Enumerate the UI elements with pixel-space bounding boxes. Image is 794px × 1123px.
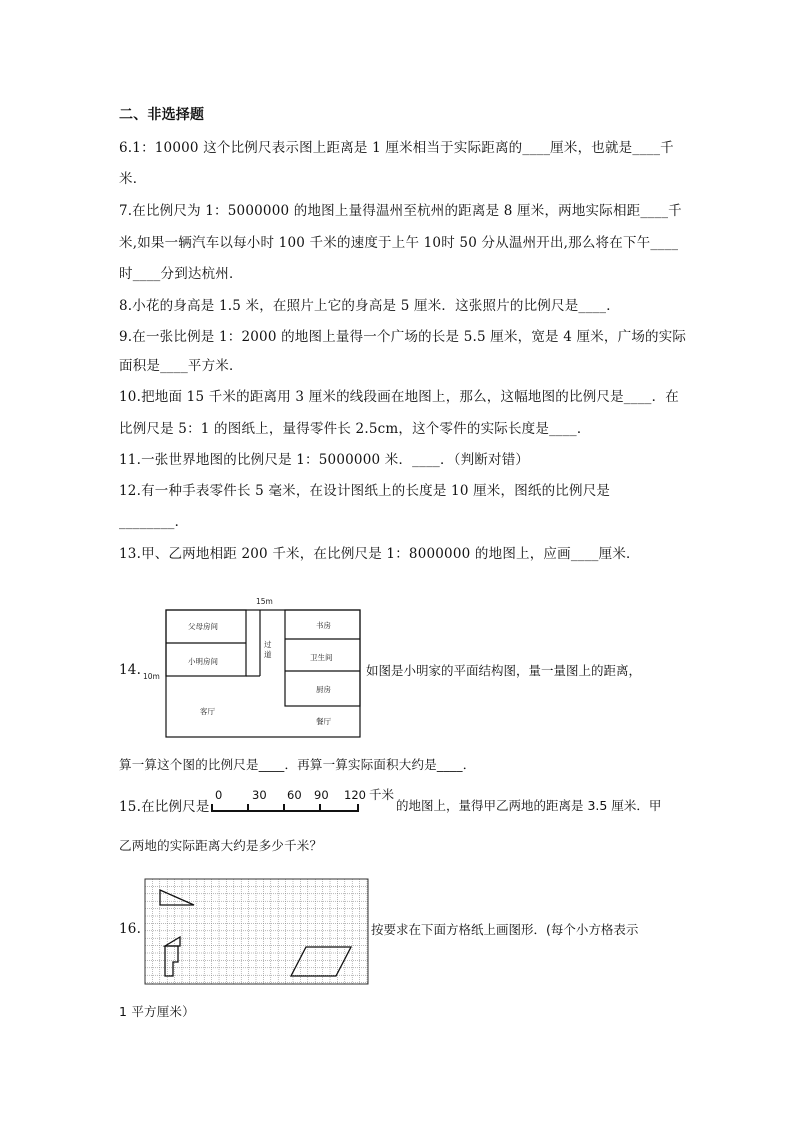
floorplan-figure — [140, 596, 365, 742]
q9-line1: 9.在一张比例是 1：2000 的地图上量得一个广场的长是 5.5 厘米，宽是 4 厘米，广场的实际 — [119, 329, 687, 345]
q13-line: 13.甲、乙两地相距 200 千米，在比例尺是 1：8000000 的地图上，应画____厘米． — [119, 546, 640, 562]
scale-label-90: 90 — [314, 788, 329, 802]
q14-text-right: 如图是小明家的平面结构图，量一量图上的距离， — [366, 663, 642, 678]
q8-line: 8.小花的身高是 1.5 米，在照片上它的身高是 5 厘米．这张照片的比例尺是____． — [119, 298, 620, 314]
q6-line2: 米． — [119, 171, 147, 187]
grid-paper — [144, 878, 370, 986]
q16-line2: 1 平方厘米） — [119, 1004, 195, 1019]
scale-label-0: 0 — [215, 788, 223, 802]
q14-number: 14. — [119, 662, 142, 678]
room-living: 客厅 — [200, 707, 215, 716]
scale-label-120: 120 — [344, 788, 366, 802]
q16-text-right: 按要求在下面方格纸上画图形．(每个小方格表示 — [371, 922, 639, 937]
parallelogram-shape — [291, 947, 351, 976]
q6-line1: 6.1：10000 这个比例尺表示图上距离是 1 厘米相当于实际距离的____厘米，也就是____千 — [119, 140, 674, 156]
q12-line2: ________． — [119, 514, 189, 530]
q7-line2: 米,如果一辆汽车以每小时 100 千米的速度于上午 10时 50 分从温州开出,那么将在下午____ — [119, 235, 679, 251]
scale-label-30: 30 — [252, 788, 267, 802]
q7-line3: 时____分到达杭州． — [119, 266, 243, 282]
q14-line2: 算一算这个图的比例尺是____．再算一算实际面积大约是____． — [119, 757, 476, 772]
room-hall: 过道 — [264, 640, 272, 659]
room-bathroom: 卫生间 — [310, 653, 333, 662]
flag-shape — [165, 946, 178, 976]
room-study: 书房 — [316, 621, 331, 630]
room-kitchen: 厨房 — [316, 685, 331, 694]
room-dining: 餐厅 — [316, 717, 331, 726]
triangle-shape — [160, 890, 194, 905]
q11-line: 11.一张世界地图的比例尺是 1：5000000 米．____．（判断对错） — [119, 452, 530, 468]
q10-line1: 10.把地面 15 千米的距离用 3 厘米的线段画在地图上，那么，这幅地图的比例尺是____．在 — [119, 389, 680, 405]
room-xiaoming: 小明房间 — [188, 657, 218, 666]
width-label: 15m — [256, 597, 273, 606]
room-parents: 父母房间 — [188, 622, 218, 631]
q9-line2: 面积是____平方米． — [119, 358, 243, 374]
q15-suffix: 的地图上，量得甲乙两地的距离是 3.5 厘米．甲 — [396, 798, 662, 813]
scale-label-60: 60 — [287, 788, 302, 802]
q15-prefix: 15.在比例尺是 — [119, 799, 210, 815]
floorplan-svg — [140, 596, 365, 742]
height-label: 10m — [143, 672, 160, 681]
grid-paper-svg — [144, 878, 370, 986]
q7-line1: 7.在比例尺为 1：5000000 的地图上量得温州至杭州的距离是 8 厘米，两地实际相距____千 — [119, 203, 682, 219]
section-heading: 二、非选择题 — [119, 107, 205, 123]
q15-line2: 乙两地的实际距离大约是多少千米？ — [119, 838, 323, 853]
scale-unit: 千米 — [369, 787, 395, 802]
q10-line2: 比例尺是 5：1 的图纸上，量得零件长 2.5cm，这个零件的实际长度是____． — [119, 421, 591, 437]
q16-number: 16. — [119, 921, 142, 937]
grid-border — [145, 879, 368, 984]
scale-bar — [208, 788, 398, 816]
q12-line1: 12.有一种手表零件长 5 毫米，在设计图纸上的长度是 10 厘米，图纸的比例尺是 — [119, 483, 611, 499]
